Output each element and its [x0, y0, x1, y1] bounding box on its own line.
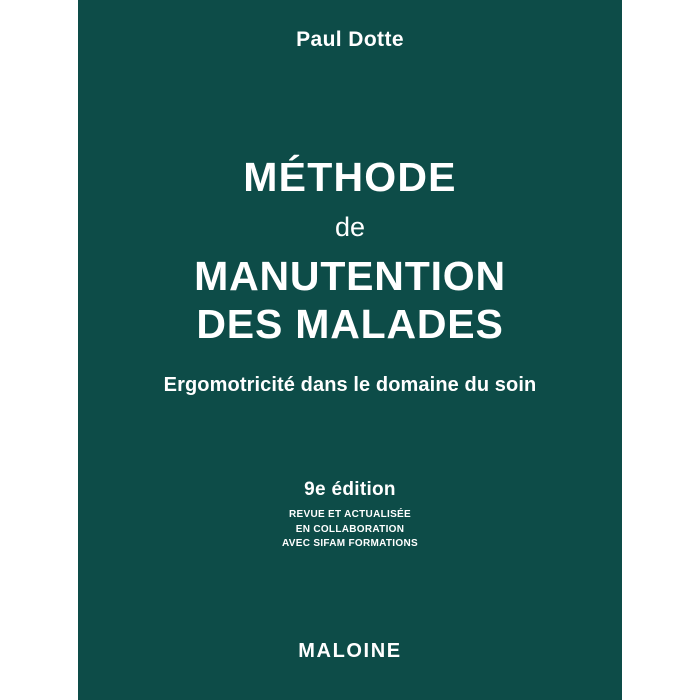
edition-block [282, 479, 418, 552]
author-name: Paul Dotte [296, 28, 404, 51]
title-block [78, 156, 622, 348]
title-connector: de [334, 212, 366, 243]
publisher-name: MALOINE [298, 640, 402, 662]
book-cover [78, 0, 622, 700]
edition-detail-line-2: EN COLLABORATION [295, 523, 405, 535]
subtitle: Ergomotricité dans le domaine du soin [163, 374, 537, 397]
title-line-1: MÉTHODE [243, 154, 457, 200]
edition-detail-line-1: REVUE ET ACTUALISÉE [288, 509, 411, 521]
edition-detail-line-3: AVEC SIFAM FORMATIONS [282, 538, 418, 550]
title-line-3: DES MALADES [196, 300, 504, 347]
edition-details [282, 508, 418, 552]
edition-number: 9e édition [304, 479, 396, 501]
title-line-2: MANUTENTION [194, 252, 506, 299]
